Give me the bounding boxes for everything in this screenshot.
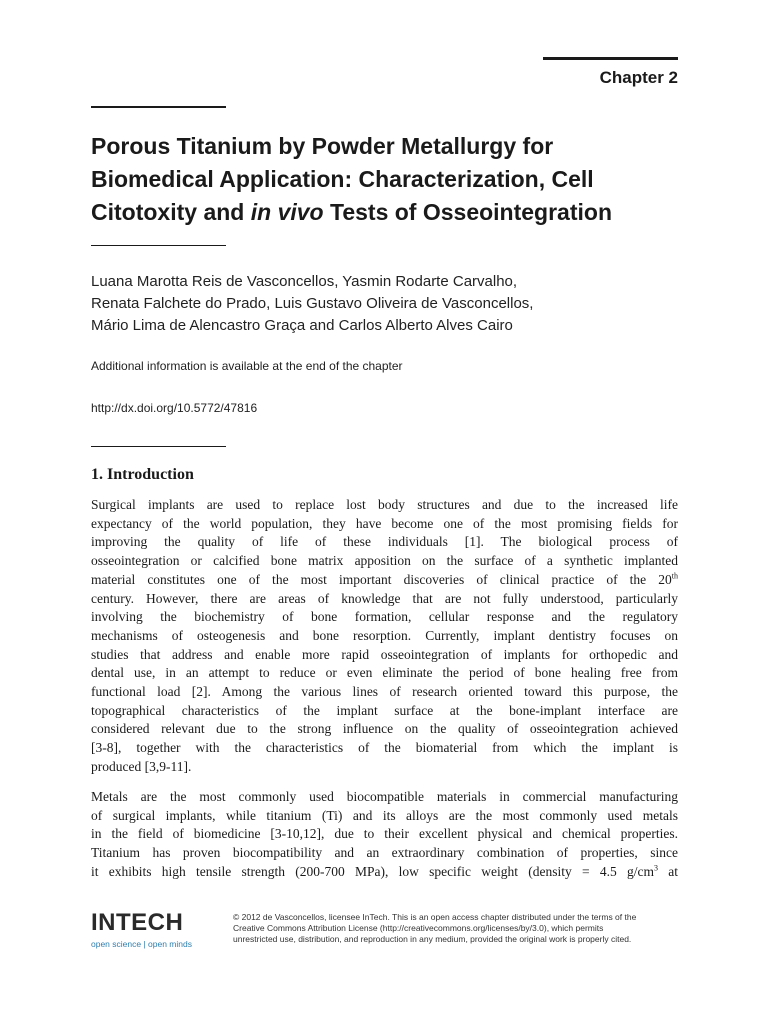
text-line: produced [3,9-11]. — [91, 758, 192, 774]
text-line: century. However, there are areas of knowledge that are not fully understood, particularly — [91, 590, 678, 606]
text-line: osseointegration or calcified bone matrix apposition on the surface of a synthetic implanted — [91, 553, 678, 569]
text-line: in the field of biomedicine [3-10,12], due to their excellent physical and chemical properties. — [91, 826, 678, 842]
text-fragment: at — [658, 863, 678, 879]
author-line: Luana Marotta Reis de Vasconcellos, Yasmin Rodarte Carvalho, — [91, 273, 518, 290]
text-line: functional load [2]. Among the various lines of research oriented toward this purpose, the — [91, 684, 678, 700]
text-line — [91, 571, 678, 590]
title-bottom-rule — [91, 245, 226, 246]
text-line: topographical characteristics of the implant surface at the bone-implant interface are — [91, 702, 678, 718]
text-line: considered relevant due to the strong influence on the quality of osseointegration achieved — [91, 721, 678, 737]
author-line: Mário Lima de Alencastro Graça and Carlos Alberto Alves Cairo — [91, 317, 513, 334]
intro-paragraph-2 — [91, 788, 678, 882]
logo-tagline: open science | open minds — [91, 939, 192, 949]
doi-link[interactable]: http://dx.doi.org/10.5772/47816 — [91, 401, 258, 415]
text-line: improving the quality of life of these individuals [1]. The biological process of — [91, 534, 678, 550]
title-line-2: Biomedical Application: Characterization, Cell — [91, 166, 594, 192]
text-line: Titanium has proven biocompatibility and an extraordinary combination of properties, since — [91, 845, 678, 861]
title-line-1: Porous Titanium by Powder Metallurgy for — [91, 133, 554, 159]
title-line-3-post: Tests of Osseointegration — [323, 199, 612, 225]
text-fragment: it exhibits high tensile strength (200-700 MPa), low specific weight (density = 4.5 g/cm — [91, 863, 654, 879]
title-line-3-pre: Citotoxity and — [91, 199, 251, 225]
chapter-label: Chapter 2 — [599, 68, 678, 87]
logo-wordmark: INTECH — [91, 909, 184, 936]
text-line: dental use, in an attempt to reduce or even eliminate the period of bone healing free from — [91, 665, 678, 681]
intech-logo — [91, 910, 192, 949]
text-line: of surgical implants, while titanium (Ti) and its alloys are the most commonly used metals — [91, 807, 678, 823]
superscript: th — [671, 571, 678, 581]
text-fragment: material constitutes one of the most important discoveries of clinical practice of the 20 — [91, 571, 672, 587]
chapter-title — [91, 130, 691, 229]
license-line: unrestricted use, distribution, and reproduction in any medium, provided the original work is properly cited. — [233, 934, 632, 944]
text-line: [3-8], together with the characteristics of the biomaterial from which the implant is — [91, 740, 678, 756]
title-italic-in-vivo: in vivo — [250, 199, 324, 225]
additional-info-note: Additional information is available at the end of the chapter — [91, 359, 403, 373]
chapter-rule — [543, 57, 678, 60]
text-line: mechanisms of osteogenesis and bone resorption. Currently, implant dentistry focuses on — [91, 627, 678, 643]
license-notice — [233, 912, 683, 945]
author-list — [91, 271, 691, 337]
section-heading-introduction: 1. Introduction — [91, 466, 194, 483]
license-line: Creative Commons Attribution License (http://creativecommons.org/licenses/by/3.0), which permits — [233, 923, 604, 933]
text-line: studies that address and enable more rapid osseointegration of implants for orthopedic and — [91, 646, 678, 662]
title-line-3 — [91, 196, 691, 229]
title-top-rule — [91, 106, 226, 108]
text-line: involving the biochemistry of bone formation, cellular response and the regulatory — [91, 609, 678, 625]
license-line: © 2012 de Vasconcellos, licensee InTech. This is an open access chapter distributed under the terms of the — [233, 912, 637, 922]
text-line: Surgical implants are used to replace lost body structures and due to the increased life — [91, 497, 678, 512]
text-line: expectancy of the world population, they have become one of the most promising fields for — [91, 515, 678, 531]
text-line: Metals are the most commonly used biocompatible materials in commercial manufacturing — [91, 789, 678, 804]
intro-paragraph-1 — [91, 496, 678, 777]
author-line: Renata Falchete do Prado, Luis Gustavo Oliveira de Vasconcellos, — [91, 295, 534, 312]
superscript: 3 — [654, 863, 658, 873]
section-divider-rule — [91, 446, 226, 447]
text-line — [91, 863, 678, 882]
